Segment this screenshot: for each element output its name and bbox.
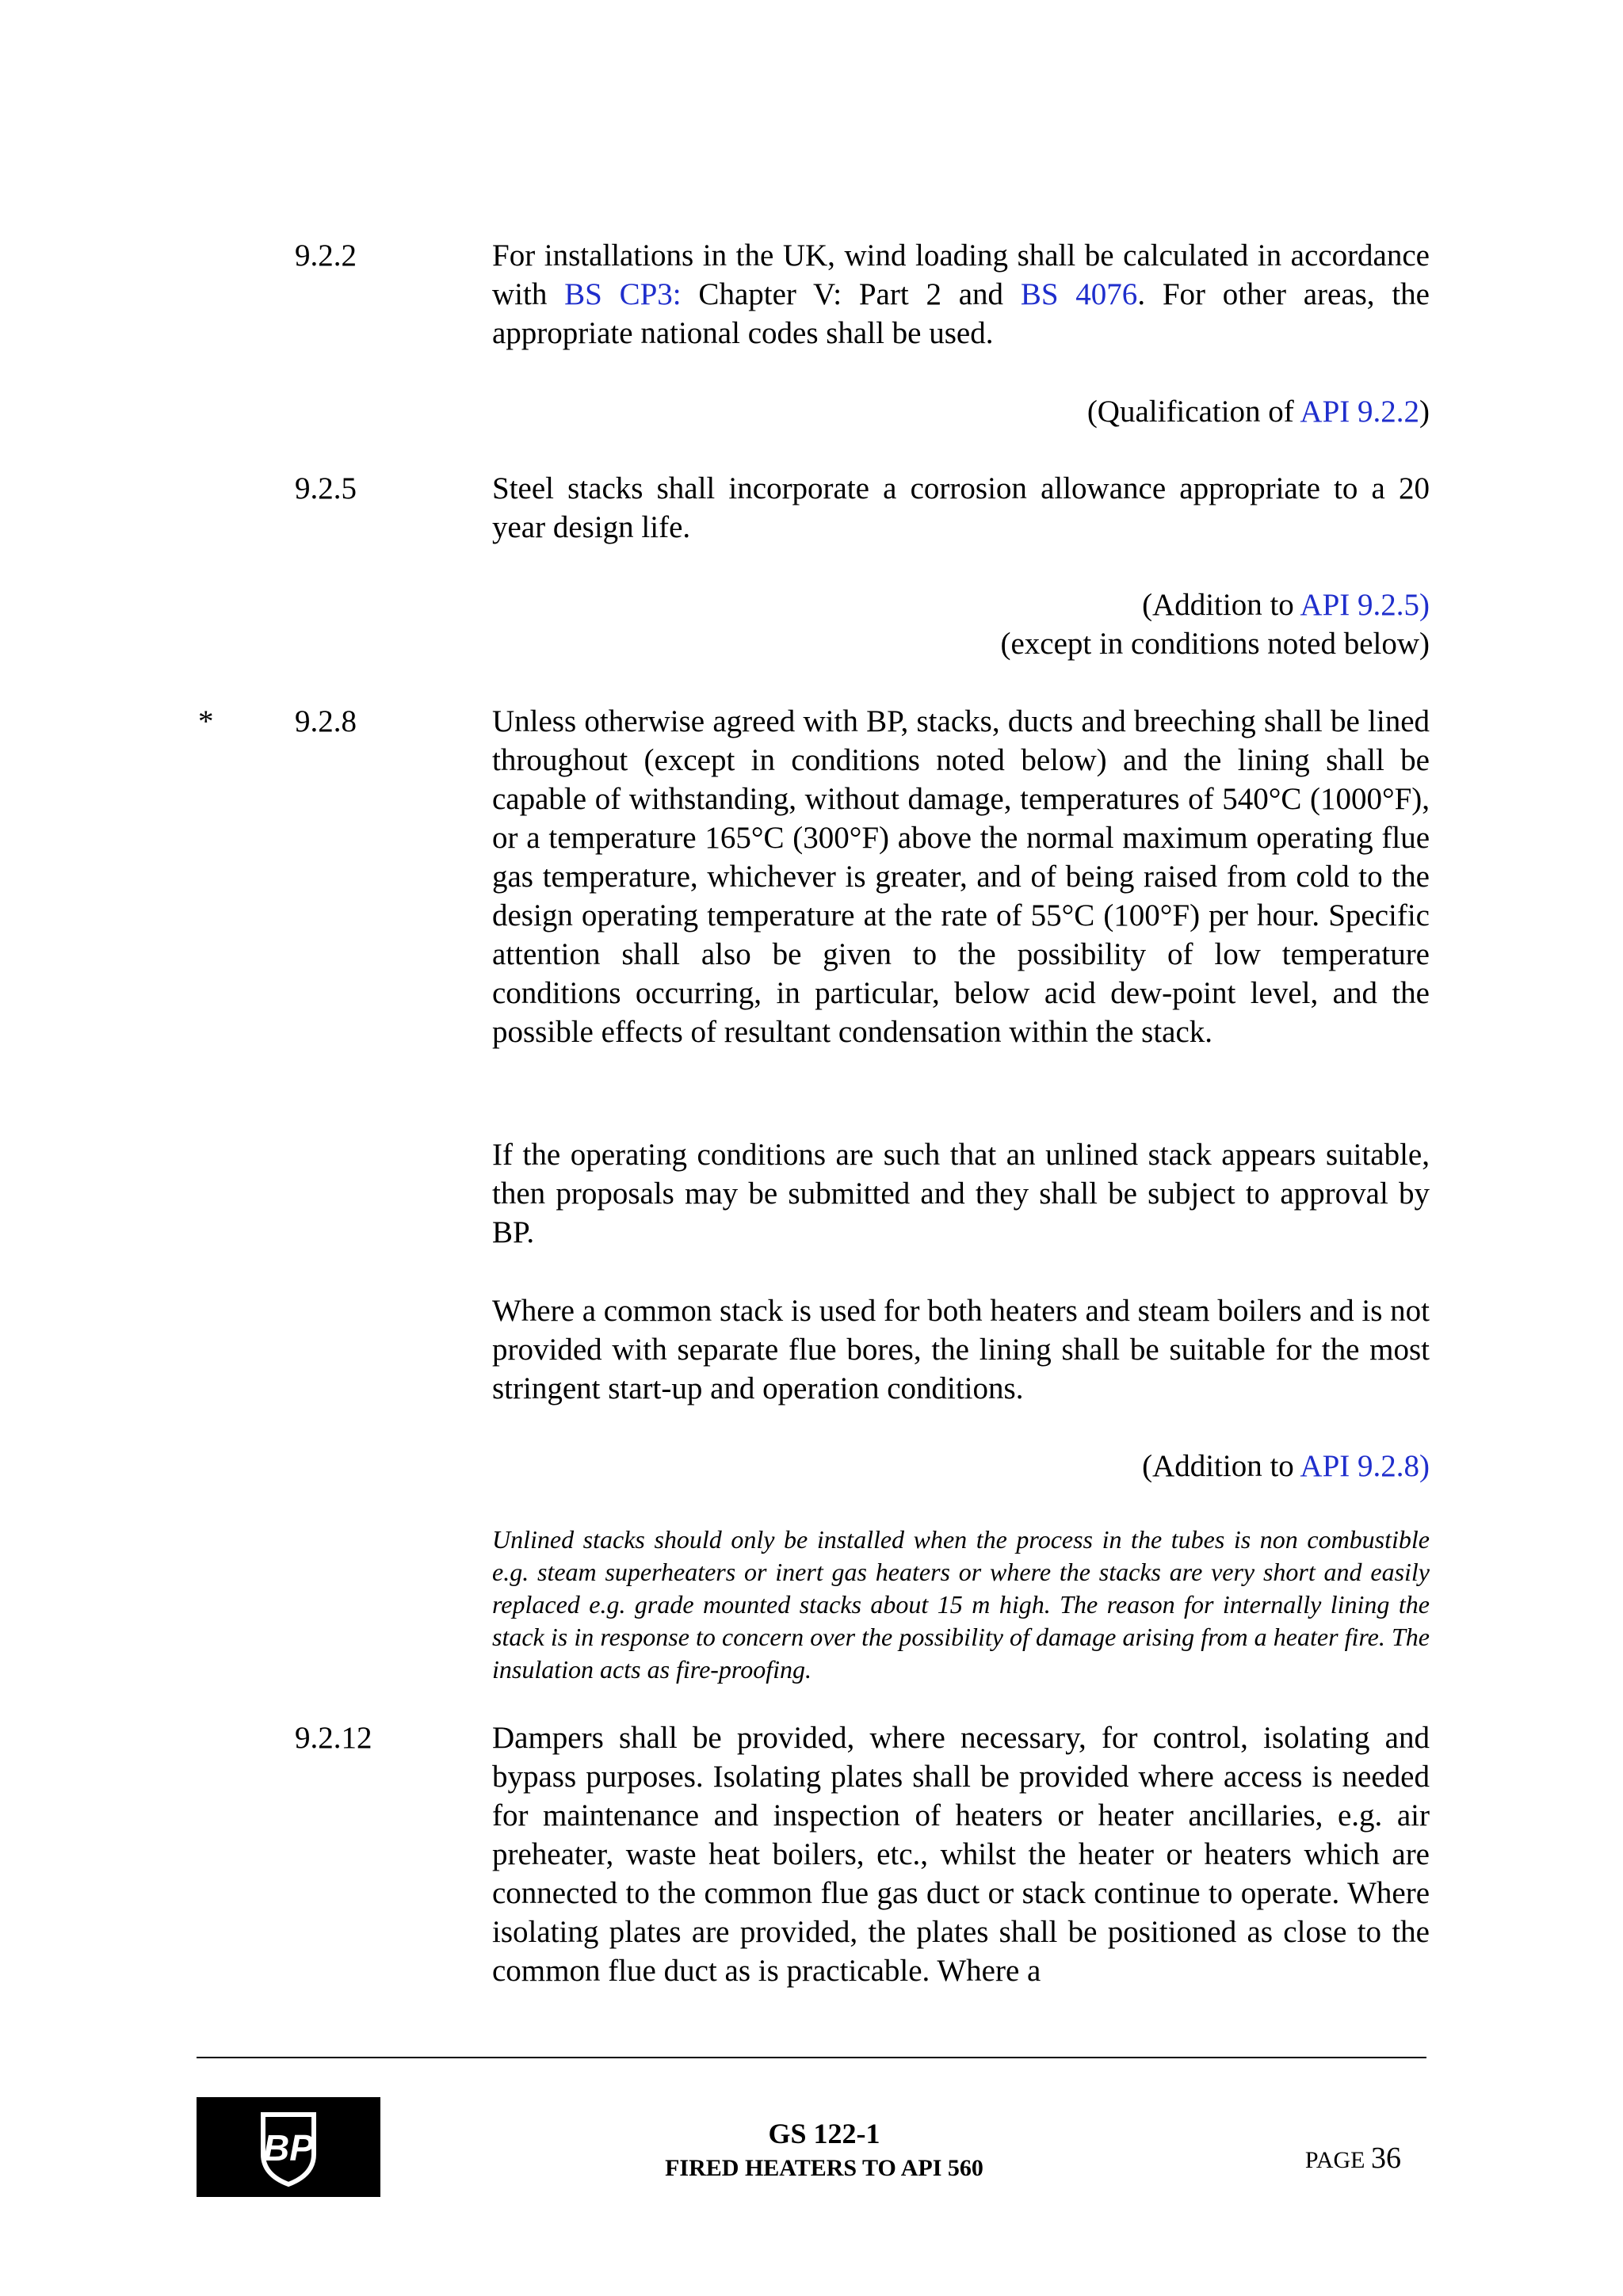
section-number-9-2-12: 9.2.12 xyxy=(295,1721,372,1755)
logo-text: BP xyxy=(263,2127,314,2168)
section-9-2-5-reference: (Addition to API 9.2.5) xyxy=(1142,588,1430,622)
section-9-2-2-reference: (Qualification of API 9.2.2) xyxy=(1086,395,1430,429)
section-9-2-8-paragraph-1: Unless otherwise agreed with BP, stacks, ducts and breeching shall be lined throughout (except in conditions noted below) and the lining shall be capable of withstanding, without damage, temperatures of 540°C (1000°F), or a temperature 165°C (300°F) above the normal maximum operating flue gas temperature, whichever is greater, and of being raised from cold to the design operating temperature at the rate of 55°C (100°F) per hour. Specific attention shall also be given to the possibility of low temperature conditions occurring, in particular, below acid dew-point level, and the possible effects of resultant condensation within the stack. xyxy=(492,704,1430,1049)
section-9-2-8-paragraph-3: Where a common stack is used for both heaters and steam boilers and is not provided with separate flue bores, the lining shall be suitable for the most stringent start-up and operation conditions. xyxy=(492,1294,1430,1405)
bp-shield-icon xyxy=(197,2097,380,2197)
link-bs-cp3[interactable]: BS CP3: xyxy=(564,277,682,311)
footer-divider xyxy=(197,2057,1426,2058)
section-number-9-2-2: 9.2.2 xyxy=(295,238,357,273)
section-number-9-2-8: 9.2.8 xyxy=(295,704,357,738)
section-9-2-8-reference: (Addition to API 9.2.8) xyxy=(1142,1449,1430,1483)
section-9-2-5-text: Steel stacks shall incorporate a corrosion allowance appropriate to a 20 year design life. xyxy=(492,471,1430,544)
page-number: PAGE 36 xyxy=(1304,2142,1401,2175)
document-code: GS 122-1 xyxy=(768,2118,880,2149)
section-9-2-2-text: For installations in the UK, wind loading shall be calculated in accordance with BS CP3: Chapter V: Part 2 and BS 4076. For other areas, the appropriate national codes shall be used. xyxy=(492,238,1430,350)
section-9-2-12-text: Dampers shall be provided, where necessary, for control, isolating and bypass purposes. Isolating plates shall be provided where access is needed for maintenance and inspection of heaters or heater ancillaries, e.g. air preheater, waste heat boilers, etc., whilst the heater or heaters which are connected to the common flue gas duct or stack continue to operate. Where isolating plates are provided, the plates shall be positioned as close to the common flue duct as is practicable. Where a xyxy=(492,1721,1430,1988)
revision-marker: * xyxy=(198,704,214,738)
section-9-2-8-paragraph-2: If the operating conditions are such that an unlined stack appears suitable, then proposals may be submitted and they shall be subject to approval by BP. xyxy=(492,1138,1430,1249)
section-9-2-8-guidance-note: Unlined stacks should only be installed when the process in the tubes is non combustible e.g. steam superheaters or inert gas heaters or where the stacks are very short and easily replaced e.g. grade mounted stacks about 15 m high. The reason for internally lining the stack is in response to concern over the possibility of damage arising from a heater fire. The insulation acts as fire-proofing. xyxy=(492,1525,1430,1684)
link-bs-4076[interactable]: BS 4076 xyxy=(1020,277,1138,311)
bp-logo xyxy=(197,2097,380,2197)
link-api-9-2-2[interactable]: API 9.2.2 xyxy=(1300,395,1419,429)
link-api-9-2-8[interactable]: API 9.2.8) xyxy=(1300,1449,1430,1483)
section-9-2-5-exception-note: (except in conditions noted below) xyxy=(1000,627,1430,661)
section-number-9-2-5: 9.2.5 xyxy=(295,471,357,505)
link-api-9-2-5[interactable]: API 9.2.5) xyxy=(1300,588,1430,622)
document-title: FIRED HEATERS TO API 560 xyxy=(665,2155,983,2181)
